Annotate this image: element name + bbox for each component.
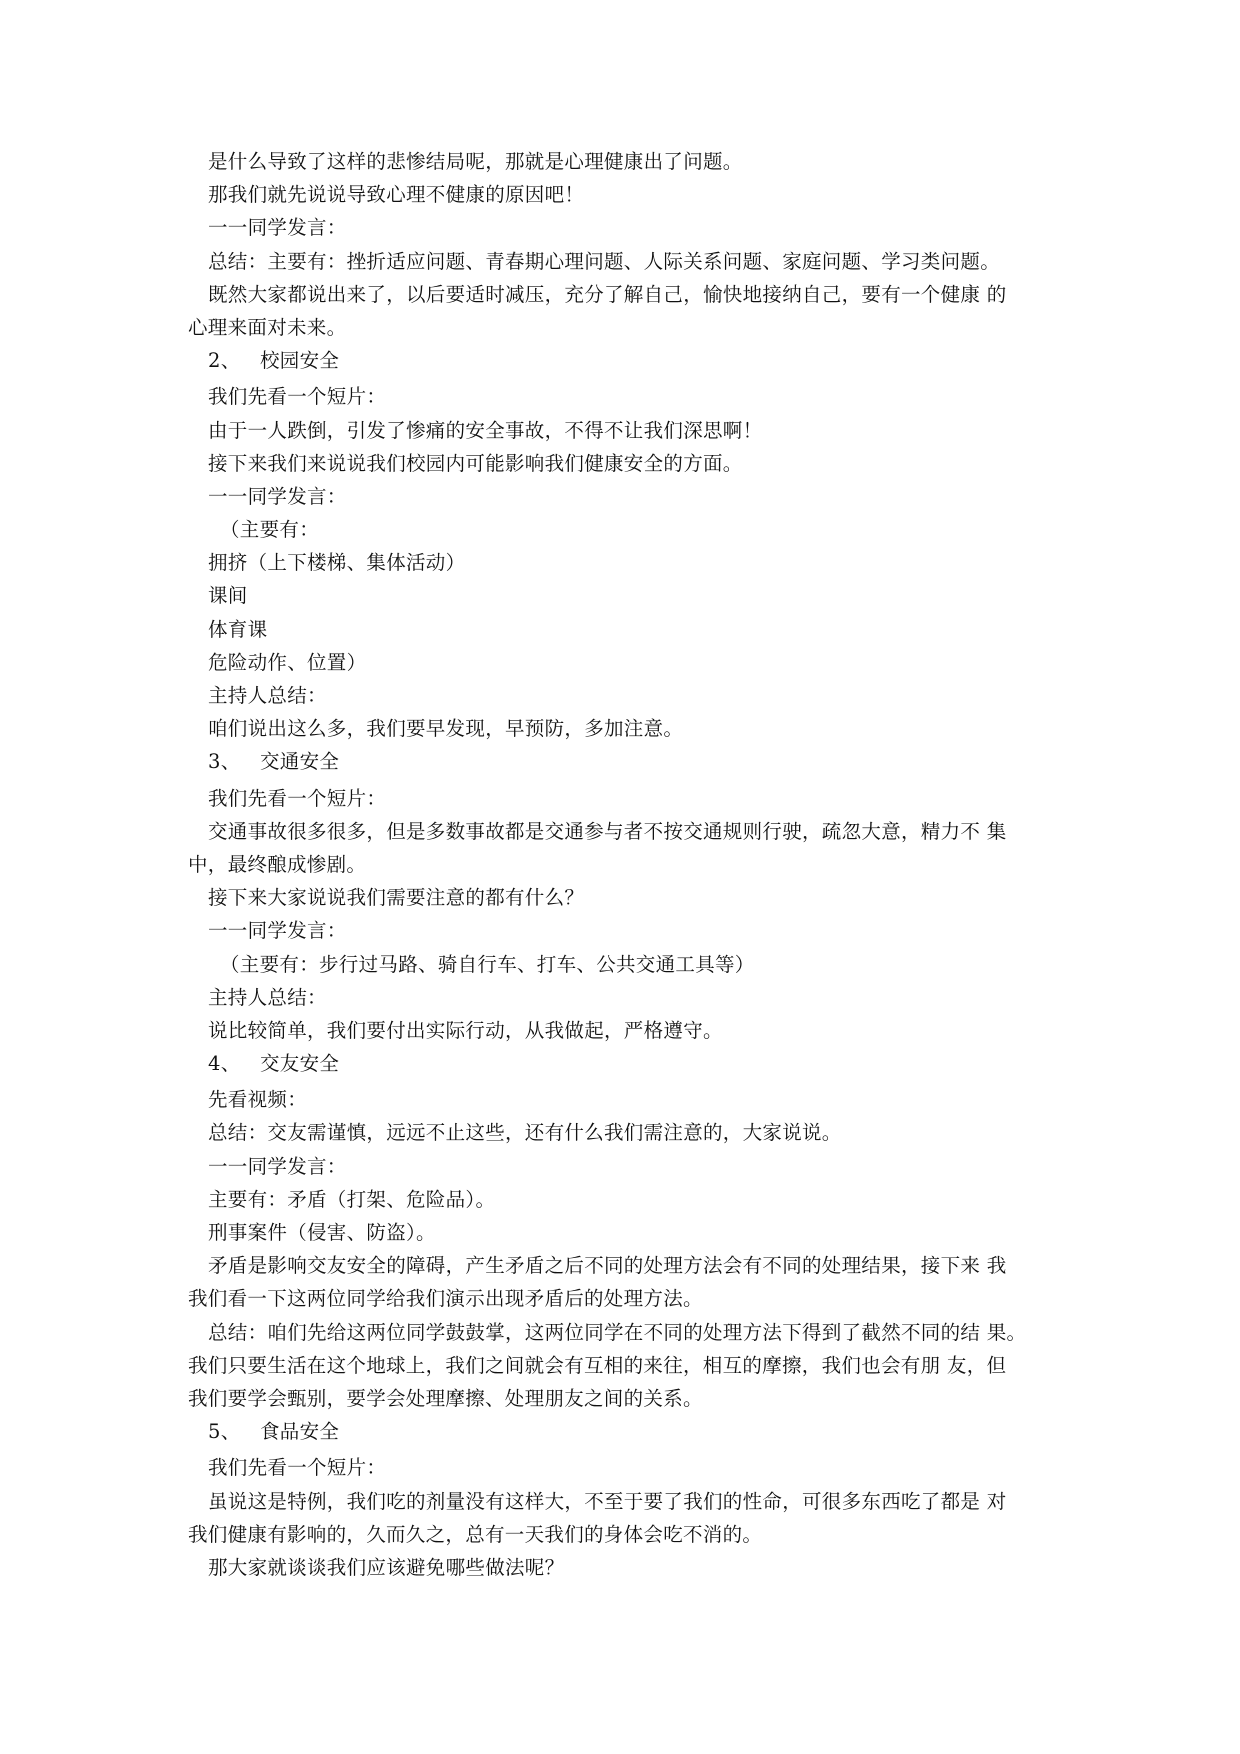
paragraph-line: 一一同学发言： [208,484,347,508]
paragraph-line: 我们健康有影响的，久而久之，总有一天我们的身体会吃不消的。 [188,1522,763,1546]
paragraph-line: 我们先看一个短片： [208,786,387,810]
section-title: 交通安全 [260,750,340,774]
section-heading-campus-safety [188,344,1068,377]
section-number: 4、 [208,1052,241,1076]
paragraph-line: 我们要学会甄别，要学会处理摩擦、处理朋友之间的关系。 [188,1386,703,1410]
document-body [188,145,1068,1584]
section-heading-friendship-safety [188,1047,1068,1080]
paragraph-line: 中，最终酿成惨剧。 [188,852,367,876]
paragraph-line: 接下来大家说说我们需要注意的都有什么？ [208,886,585,910]
paragraph-line: 咱们说出这么多，我们要早发现，早预防，多加注意。 [208,717,684,741]
paragraph-line: 总结：主要有：挫折适应问题、青春期心理问题、人际关系问题、家庭问题、学习类问题。 [208,249,1001,273]
paragraph-line: 心理来面对未来。 [188,315,347,339]
paragraph-line: 那大家就谈谈我们应该避免哪些做法呢？ [208,1555,565,1579]
paragraph-line: 那我们就先说说导致心理不健康的原因吧！ [208,183,585,207]
paragraph-line: 交通事故很多很多，但是多数事故都是交通参与者不按交通规则行驶，疏忽大意，精力不 集 [208,819,1007,843]
paragraph-line: 我们先看一个短片： [208,385,387,409]
paragraph-line: 说比较简单，我们要付出实际行动，从我做起，严格遵守。 [208,1018,723,1042]
paragraph-line: 我们先看一个短片： [208,1456,387,1480]
paragraph-line: 一一同学发言： [208,1154,347,1178]
section-title: 校园安全 [260,349,340,373]
paragraph-line: 体育课 [208,617,268,641]
section-title: 食品安全 [260,1420,340,1444]
section-heading-food-safety [188,1415,1068,1448]
paragraph-line: 接下来我们来说说我们校园内可能影响我们健康安全的方面。 [208,451,743,475]
paragraph-line: 既然大家都说出来了，以后要适时减压，充分了解自己，愉快地接纳自己，要有一个健康 的 [208,282,1007,306]
paragraph-line: 矛盾是影响交友安全的障碍，产生矛盾之后不同的处理方法会有不同的处理结果，接下来 我 [208,1254,1007,1278]
paragraph-line: 是什么导致了这样的悲惨结局呢，那就是心理健康出了问题。 [208,150,743,173]
paragraph-line: 我们只要生活在这个地球上，我们之间就会有互相的来往，相互的摩擦，我们也会有朋 友，但 [188,1353,1007,1377]
paragraph-line: 拥挤（上下楼梯、集体活动） [208,551,466,575]
paragraph-line: （主要有： [220,518,320,542]
section-number: 2、 [208,349,241,373]
section-number: 5、 [208,1420,241,1444]
paragraph-line: 先看视频： [208,1088,308,1112]
paragraph-line: 主持人总结： [208,684,327,707]
paragraph-line: 主持人总结： [208,985,327,1009]
paragraph-line: 危险动作、位置） [208,650,367,674]
paragraph-line: 主要有：矛盾（打架、危险品）。 [208,1187,496,1211]
section-number: 3、 [208,750,241,774]
paragraph-line: （主要有：步行过马路、骑自行车、打车、公共交通工具等） [220,952,755,976]
paragraph-line: 刑事案件（侵害、防盗）。 [208,1221,436,1244]
paragraph-line: 虽说这是特例，我们吃的剂量没有这样大，不至于要了我们的性命，可很多东西吃了都是 对 [208,1489,1007,1513]
section-heading-traffic-safety [188,745,1068,778]
paragraph-line: 由于一人跌倒，引发了惨痛的安全事故，不得不让我们深思啊！ [208,418,763,442]
paragraph-line: 总结：咱们先给这两位同学鼓鼓掌，这两位同学在不同的处理方法下得到了截然不同的结 果。 [208,1320,1027,1344]
section-title: 交友安全 [260,1052,340,1076]
paragraph-line: 一一同学发言： [208,216,347,240]
paragraph-line: 总结：交友需谨慎，远远不止这些，还有什么我们需注意的，大家说说。 [208,1121,842,1145]
paragraph-line: 一一同学发言： [208,919,347,943]
paragraph-line: 课间 [208,584,248,608]
paragraph-line: 我们看一下这两位同学给我们演示出现矛盾后的处理方法。 [188,1287,703,1311]
